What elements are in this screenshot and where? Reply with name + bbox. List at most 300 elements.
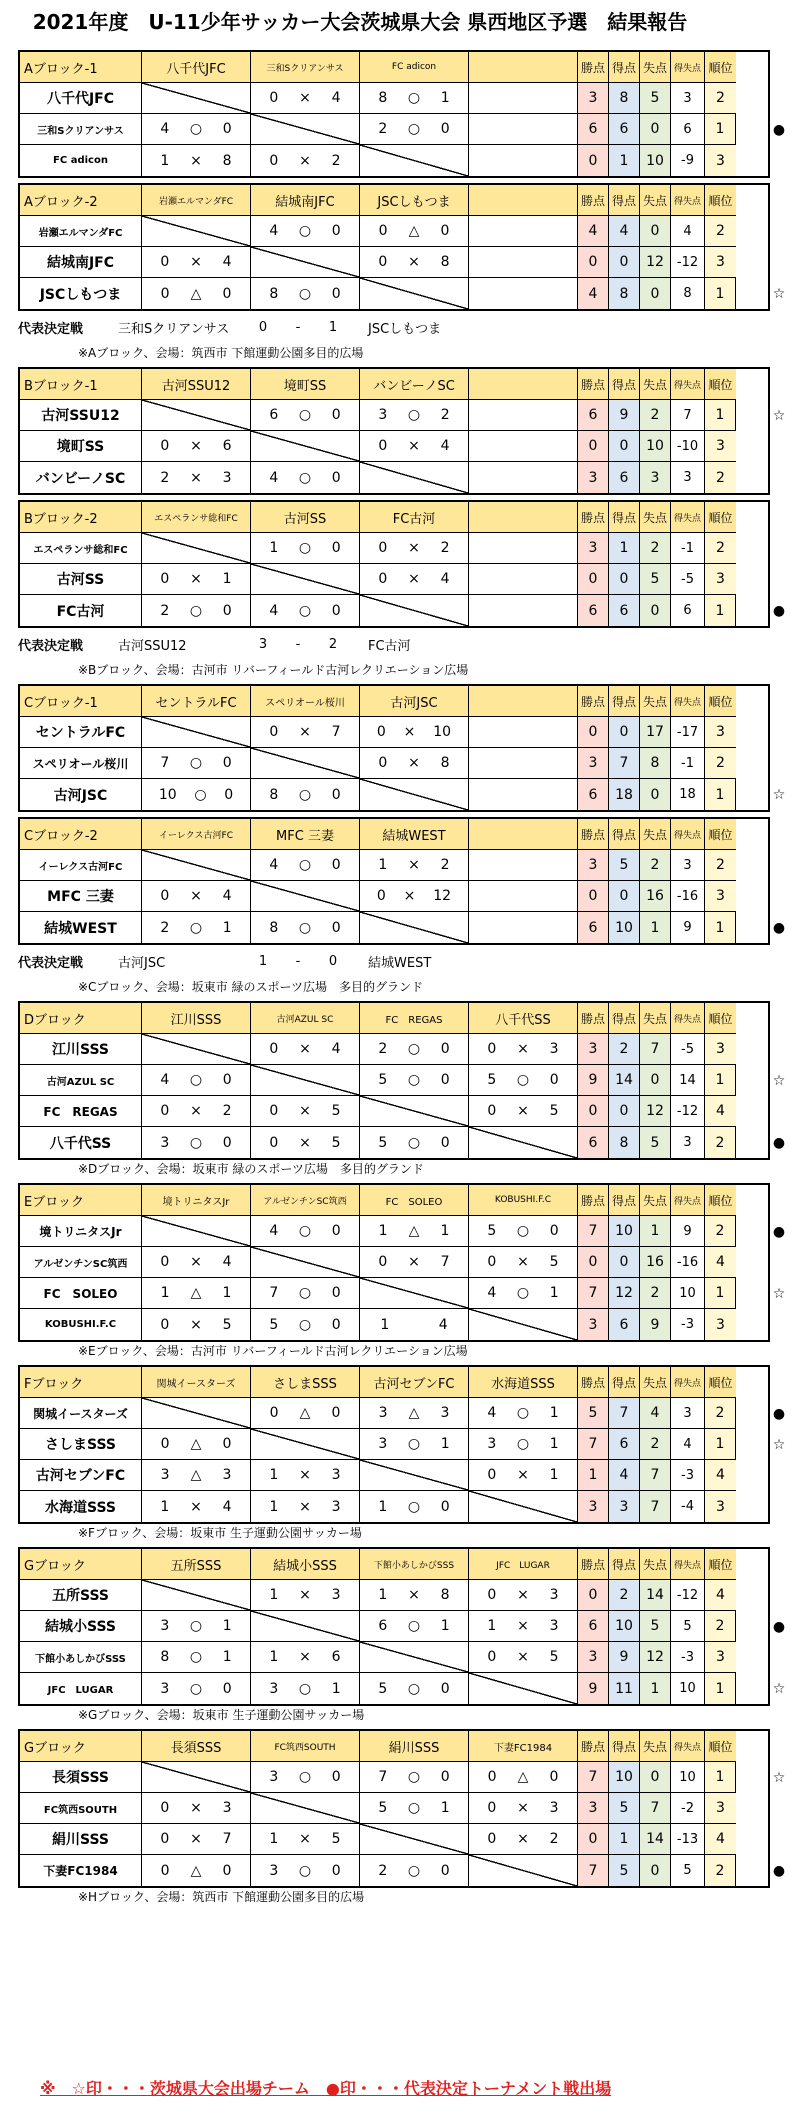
- self-match-cell: [251, 748, 360, 779]
- team-row: [20, 278, 786, 309]
- stat-header: 得失点: [671, 1367, 705, 1398]
- stat-value: 7: [640, 1491, 671, 1522]
- row-team-name: 結城WEST: [20, 912, 142, 943]
- stat-value: 1: [705, 1762, 736, 1793]
- goals-for: 3: [160, 1680, 170, 1697]
- match-score-cell: [251, 1642, 360, 1673]
- empty-cell: [469, 114, 578, 145]
- stat-value: 3: [578, 1491, 609, 1522]
- stat-value: 2: [640, 400, 671, 431]
- column-team-header: FC adicon: [360, 52, 469, 83]
- self-match-cell: [251, 114, 360, 145]
- group-table: [18, 1547, 786, 1706]
- dot-mark-icon: ●: [772, 919, 786, 936]
- team-row: [20, 1580, 768, 1611]
- result-symbol: ○: [298, 1862, 312, 1879]
- team-row: [20, 1673, 786, 1704]
- stat-header: 失点: [640, 819, 671, 850]
- goals-for: 4: [269, 469, 279, 486]
- result-symbol: ○: [189, 602, 203, 619]
- result-symbol: ○: [189, 121, 203, 137]
- group-name: Eブロック: [20, 1185, 142, 1216]
- stat-value: 6: [578, 595, 609, 626]
- result-symbol: ○: [298, 469, 312, 486]
- stat-value: 1: [640, 912, 671, 943]
- column-team-header: 結城南JFC: [251, 185, 360, 216]
- result-symbol: ×: [517, 1103, 529, 1119]
- stat-value: 0: [640, 1855, 671, 1886]
- stat-value: 14: [671, 1065, 705, 1096]
- stat-value: 6: [578, 114, 609, 145]
- team-row: [20, 1491, 768, 1522]
- stat-value: 10: [609, 1762, 640, 1793]
- stat-value: 9: [609, 400, 640, 431]
- stat-value: -3: [671, 1642, 705, 1673]
- self-match-cell: [360, 1096, 469, 1127]
- goals-for: 0: [378, 1254, 388, 1270]
- column-team-header: 古河SSU12: [142, 369, 251, 400]
- goals-against: 1: [440, 1800, 450, 1816]
- self-match-cell: [142, 400, 251, 431]
- match-score-cell: [142, 114, 251, 145]
- match-score-cell: [469, 1793, 578, 1824]
- stat-value: 0: [640, 779, 671, 810]
- match-score-cell: [142, 1793, 251, 1824]
- team-row: [20, 1460, 768, 1491]
- result-symbol: ×: [299, 1587, 311, 1603]
- stat-value: 9: [578, 1065, 609, 1096]
- column-team-header: JFC LUGAR: [469, 1549, 578, 1580]
- result-symbol: ×: [517, 1587, 529, 1603]
- stat-value: 9: [609, 1642, 640, 1673]
- stat-value: 1: [640, 1673, 671, 1704]
- stat-value: 3: [705, 1793, 736, 1824]
- match-score-cell: [360, 1855, 469, 1886]
- goals-for: 0: [269, 1405, 279, 1421]
- stat-value: 3: [578, 1309, 609, 1340]
- stat-value: 3: [578, 533, 609, 564]
- goals-for: 5: [378, 1072, 388, 1088]
- goals-for: 8: [378, 90, 388, 106]
- match-score-cell: [469, 1460, 578, 1491]
- stat-value: 1: [609, 145, 640, 176]
- stat-value: 2: [640, 1278, 671, 1309]
- star-mark-icon: ☆: [772, 285, 786, 302]
- self-match-cell: [251, 1611, 360, 1642]
- goals-for: 7: [160, 755, 170, 771]
- goals-against: 5: [549, 1649, 559, 1665]
- result-symbol: ○: [407, 90, 421, 106]
- result-symbol: △: [190, 1467, 202, 1483]
- decider-team-1: 古河JSC: [118, 956, 166, 971]
- stat-value: 7: [578, 1855, 609, 1886]
- stat-header: 失点: [640, 1367, 671, 1398]
- stat-value: 4: [705, 1247, 736, 1278]
- goals-against: 1: [440, 1618, 450, 1634]
- stat-value: 3: [705, 1034, 736, 1065]
- goals-against: 7: [222, 1831, 232, 1847]
- match-score-cell: [251, 216, 360, 247]
- team-row: [20, 850, 768, 881]
- column-team-header: 境町SS: [251, 369, 360, 400]
- goals-for: 3: [487, 1436, 497, 1452]
- decider-score-1: 1: [258, 954, 268, 969]
- goals-for: 0: [487, 1254, 497, 1270]
- stat-value: 16: [640, 1247, 671, 1278]
- self-match-cell: [360, 595, 469, 626]
- decider-dash: -: [295, 637, 301, 652]
- goals-against: 0: [440, 223, 450, 239]
- stat-value: 10: [609, 1611, 640, 1642]
- match-score-cell: [251, 779, 360, 810]
- goals-against: 1: [222, 1649, 232, 1665]
- stat-value: 8: [609, 83, 640, 114]
- star-mark-icon: ☆: [772, 1680, 786, 1697]
- team-row: [20, 881, 768, 912]
- stat-value: 1: [578, 1460, 609, 1491]
- stat-header: 順位: [705, 686, 736, 717]
- row-team-name: 古河JSC: [20, 779, 142, 810]
- team-row: [20, 779, 786, 810]
- team-row: [20, 83, 768, 114]
- goals-for: 5: [487, 1072, 497, 1088]
- match-score-cell: [360, 1247, 469, 1278]
- stat-value: 10: [609, 912, 640, 943]
- result-symbol: ○: [298, 1285, 312, 1301]
- goals-for: 1: [269, 1498, 279, 1515]
- stat-header: 失点: [640, 1731, 671, 1762]
- match-score-cell: [142, 1611, 251, 1642]
- decider-score-2: 2: [328, 637, 338, 652]
- goals-for: 1: [269, 1831, 279, 1847]
- stat-value: 3: [671, 1127, 705, 1158]
- goals-against: 1: [440, 1223, 450, 1239]
- venue-note: ※Aブロック、会場：筑西市 下館運動公園多目的広場: [78, 346, 364, 360]
- goals-for: 3: [378, 1405, 388, 1421]
- result-symbol: ○: [298, 407, 312, 423]
- result-symbol: ○: [189, 1649, 203, 1665]
- group-name: Gブロック: [20, 1549, 142, 1580]
- table-header-row: [20, 1003, 768, 1034]
- stat-value: 4: [578, 278, 609, 309]
- stat-value: 2: [609, 1034, 640, 1065]
- match-score-cell: [142, 1673, 251, 1704]
- match-score-cell: [469, 1065, 578, 1096]
- stat-value: 4: [705, 1096, 736, 1127]
- stat-value: 3: [671, 850, 705, 881]
- self-match-cell: [142, 717, 251, 748]
- empty-cell: [469, 595, 578, 626]
- stat-value: -1: [671, 533, 705, 564]
- stat-value: 6: [578, 1127, 609, 1158]
- result-symbol: ×: [190, 571, 202, 587]
- goals-against: 4: [222, 888, 232, 904]
- match-score-cell: [251, 1398, 360, 1429]
- empty-header-cell: [469, 185, 578, 216]
- match-score-cell: [469, 1034, 578, 1065]
- goals-against: 3: [331, 1467, 341, 1483]
- goals-for: 0: [160, 1436, 170, 1452]
- stat-value: 3: [705, 1309, 736, 1340]
- goals-against: 4: [440, 571, 450, 587]
- goals-against: 4: [438, 1316, 448, 1333]
- match-score-cell: [142, 1824, 251, 1855]
- match-score-cell: [251, 1824, 360, 1855]
- match-score-cell: [360, 216, 469, 247]
- match-score-cell: [360, 1491, 469, 1522]
- star-mark-icon: ☆: [772, 786, 786, 803]
- result-symbol: ×: [408, 1254, 420, 1270]
- result-symbol: ×: [408, 438, 420, 454]
- stat-value: 4: [705, 1824, 736, 1855]
- result-symbol: ×: [408, 1587, 420, 1603]
- match-score-cell: [142, 145, 251, 176]
- stat-header: 失点: [640, 369, 671, 400]
- decider-line: [18, 945, 788, 978]
- stat-value: 3: [705, 717, 736, 748]
- result-symbol: ○: [298, 786, 312, 803]
- stat-value: -10: [671, 431, 705, 462]
- goals-for: 0: [487, 1587, 497, 1603]
- decider-team-1: 古河SSU12: [118, 639, 187, 654]
- goals-for: 0: [487, 1831, 497, 1847]
- dot-mark-icon: ●: [772, 1223, 786, 1240]
- match-score-cell: [360, 1793, 469, 1824]
- goals-against: 0: [224, 786, 234, 803]
- goals-for: 8: [269, 285, 279, 302]
- result-symbol: ×: [517, 1041, 529, 1057]
- stat-value: 0: [640, 1065, 671, 1096]
- stat-value: 7: [578, 1216, 609, 1247]
- match-score-cell: [469, 1096, 578, 1127]
- row-team-name: MFC 三妻: [20, 881, 142, 912]
- stat-header: 得点: [609, 369, 640, 400]
- table-header-row: [20, 185, 768, 216]
- result-symbol: ○: [407, 1498, 421, 1515]
- goals-against: 1: [222, 919, 232, 936]
- stat-value: 10: [671, 1673, 705, 1704]
- stat-value: 1: [705, 595, 736, 626]
- result-symbol: △: [190, 1436, 202, 1452]
- self-match-cell: [360, 278, 469, 309]
- goals-against: 1: [549, 1405, 559, 1421]
- result-symbol: ×: [299, 152, 311, 169]
- result-symbol: △: [517, 1769, 529, 1785]
- stat-header: 失点: [640, 1185, 671, 1216]
- goals-against: 0: [549, 1072, 559, 1088]
- goals-against: 0: [331, 407, 341, 423]
- goals-for: 2: [160, 469, 170, 486]
- self-match-cell: [360, 779, 469, 810]
- group-table: [18, 1729, 786, 1888]
- decider-label: 代表決定戦: [18, 956, 84, 971]
- result-symbol: ○: [407, 1072, 421, 1088]
- stat-value: 3: [578, 748, 609, 779]
- team-row: [20, 216, 768, 247]
- stat-value: 1: [705, 114, 736, 145]
- result-symbol: ○: [189, 1680, 203, 1697]
- match-score-cell: [360, 1398, 469, 1429]
- stat-header: 勝点: [578, 369, 609, 400]
- table-header-row: [20, 1731, 768, 1762]
- result-symbol: ○: [516, 1285, 530, 1301]
- match-score-cell: [469, 1642, 578, 1673]
- column-team-header: FC SOLEO: [360, 1185, 469, 1216]
- self-match-cell: [360, 462, 469, 493]
- goals-against: 0: [440, 1680, 450, 1697]
- stat-value: 1: [705, 779, 736, 810]
- goals-against: 0: [331, 540, 341, 556]
- page-title: 2021年度 U-11少年サッカー大会茨城県大会 県西地区予選 結果報告: [32, 10, 688, 34]
- result-symbol: ○: [516, 1405, 530, 1421]
- empty-header-cell: [469, 686, 578, 717]
- result-symbol: ○: [407, 1436, 421, 1452]
- match-score-cell: [469, 1247, 578, 1278]
- stat-value: 10: [671, 1762, 705, 1793]
- stat-header: 勝点: [578, 1367, 609, 1398]
- group-name: Cブロック-2: [20, 819, 142, 850]
- stat-value: 0: [640, 595, 671, 626]
- stat-value: 9: [671, 912, 705, 943]
- stat-value: 3: [671, 83, 705, 114]
- column-team-header: FC古河: [360, 502, 469, 533]
- goals-against: 7: [331, 724, 341, 740]
- team-row: [20, 431, 768, 462]
- group-name: Aブロック-2: [20, 185, 142, 216]
- stat-value: 3: [578, 83, 609, 114]
- table-header-row: [20, 1549, 768, 1580]
- column-team-header: 関城イースターズ: [142, 1367, 251, 1398]
- stat-header: 順位: [705, 1003, 736, 1034]
- stat-header: 得失点: [671, 819, 705, 850]
- match-score-cell: [360, 83, 469, 114]
- stat-value: 9: [578, 1673, 609, 1704]
- stat-value: 3: [705, 431, 736, 462]
- stat-value: 4: [609, 1460, 640, 1491]
- stat-value: 8: [671, 278, 705, 309]
- match-score-cell: [360, 1580, 469, 1611]
- stat-header: 失点: [640, 686, 671, 717]
- group-name: Fブロック: [20, 1367, 142, 1398]
- row-team-name: 結城小SSS: [20, 1611, 142, 1642]
- goals-for: 1: [269, 1467, 279, 1483]
- goals-against: 0: [222, 1862, 232, 1879]
- stat-value: 0: [609, 431, 640, 462]
- empty-cell: [469, 881, 578, 912]
- goals-against: 0: [440, 1498, 450, 1515]
- column-team-header: セントラルFC: [142, 686, 251, 717]
- decider-line: [18, 628, 788, 661]
- stat-header: 失点: [640, 502, 671, 533]
- goals-against: 3: [549, 1618, 559, 1634]
- stat-value: 6: [578, 1611, 609, 1642]
- stat-value: 3: [578, 462, 609, 493]
- self-match-cell: [142, 1398, 251, 1429]
- goals-for: 0: [269, 724, 279, 740]
- stat-value: 2: [705, 850, 736, 881]
- row-team-name: FC古河: [20, 595, 142, 626]
- result-symbol: ×: [190, 1254, 202, 1270]
- match-score-cell: [360, 717, 469, 748]
- match-score-cell: [142, 912, 251, 943]
- goals-for: 6: [269, 407, 279, 423]
- decider-label: 代表決定戦: [18, 322, 84, 337]
- goals-against: 1: [222, 1618, 232, 1634]
- goals-for: 1: [269, 1587, 279, 1603]
- stat-value: 14: [640, 1824, 671, 1855]
- goals-against: 5: [331, 1134, 341, 1151]
- star-mark-icon: ☆: [772, 1072, 786, 1089]
- goals-against: 5: [331, 1831, 341, 1847]
- goals-against: 7: [440, 1254, 450, 1270]
- stat-header: 失点: [640, 1549, 671, 1580]
- row-team-name: 八千代JFC: [20, 83, 142, 114]
- stat-value: 0: [578, 145, 609, 176]
- result-symbol: ○: [298, 602, 312, 619]
- match-score-cell: [251, 1491, 360, 1522]
- empty-cell: [469, 216, 578, 247]
- goals-for: 0: [487, 1649, 497, 1665]
- goals-against: 0: [440, 1862, 450, 1879]
- decider-dash: -: [295, 954, 301, 969]
- empty-cell: [469, 431, 578, 462]
- empty-cell: [469, 717, 578, 748]
- goals-for: 6: [378, 1618, 388, 1634]
- team-row: [20, 564, 768, 595]
- column-team-header: 結城小SSS: [251, 1549, 360, 1580]
- goals-against: 1: [549, 1436, 559, 1452]
- goals-for: 0: [487, 1467, 497, 1483]
- stat-value: 3: [705, 1642, 736, 1673]
- stat-value: 2: [640, 1429, 671, 1460]
- column-team-header: 江川SSS: [142, 1003, 251, 1034]
- stat-value: 1: [705, 912, 736, 943]
- goals-for: 8: [160, 1649, 170, 1665]
- result-symbol: ○: [194, 786, 207, 803]
- goals-against: 0: [331, 1769, 341, 1785]
- stat-header: 勝点: [578, 686, 609, 717]
- result-symbol: ×: [190, 469, 202, 486]
- result-symbol: ×: [190, 888, 202, 904]
- team-row: [20, 1127, 786, 1158]
- goals-against: 0: [440, 1769, 450, 1785]
- stat-value: 3: [671, 462, 705, 493]
- goals-against: 0: [440, 1072, 450, 1088]
- stat-value: 14: [609, 1065, 640, 1096]
- stat-header: 失点: [640, 185, 671, 216]
- team-row: [20, 1096, 768, 1127]
- goals-for: 0: [160, 285, 170, 302]
- decider-team-2: JSCしもつま: [368, 322, 442, 337]
- stat-value: 2: [705, 1855, 736, 1886]
- stat-value: 0: [578, 247, 609, 278]
- stat-header: 順位: [705, 502, 736, 533]
- result-symbol: ○: [407, 1800, 421, 1816]
- team-row: [20, 533, 768, 564]
- goals-against: 3: [331, 1587, 341, 1603]
- result-symbol: △: [190, 1285, 202, 1301]
- table-header-row: [20, 1367, 768, 1398]
- stat-header: 得点: [609, 502, 640, 533]
- match-score-cell: [251, 533, 360, 564]
- stat-value: 4: [671, 216, 705, 247]
- group-table: [18, 1365, 786, 1524]
- stat-value: 5: [609, 1793, 640, 1824]
- stat-value: 0: [640, 1762, 671, 1793]
- self-match-cell: [142, 1216, 251, 1247]
- goals-against: 2: [440, 857, 450, 873]
- stat-header: 失点: [640, 1003, 671, 1034]
